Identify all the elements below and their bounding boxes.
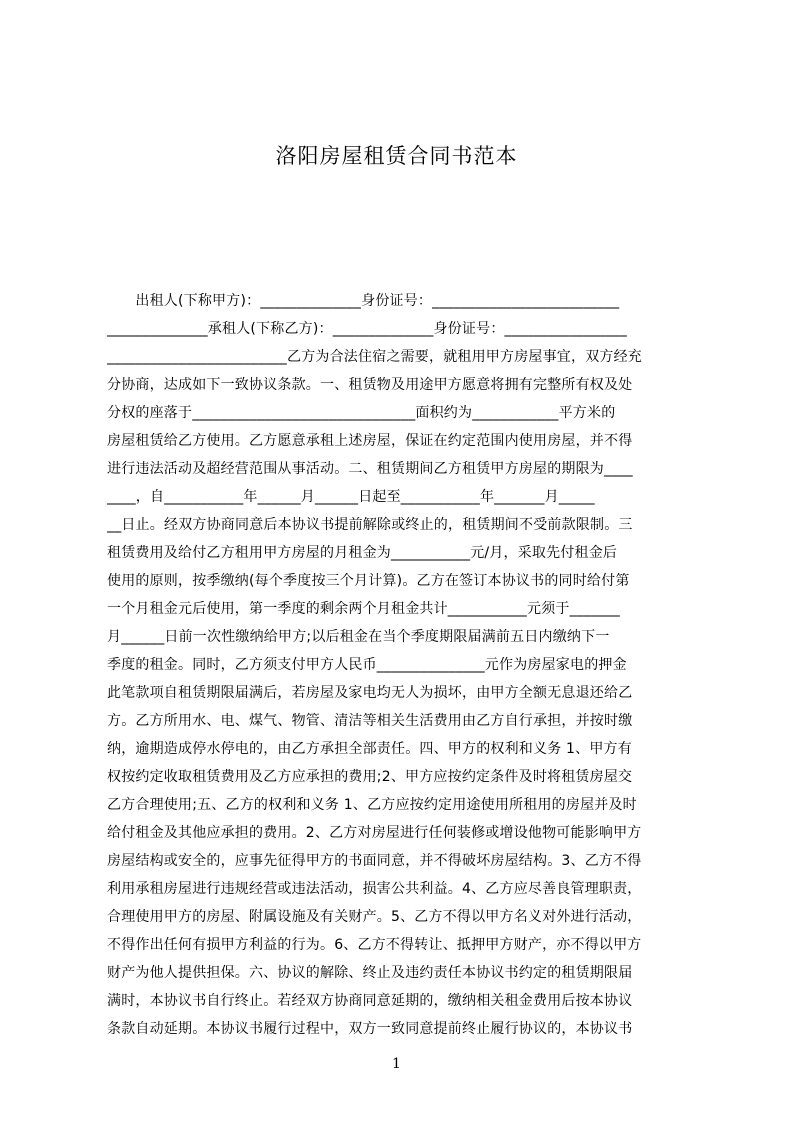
body-line: 进行违法活动及超经营范围从事活动。二、租赁期间乙方租赁甲方房屋的期限为____	[107, 461, 633, 477]
contract-body	[107, 287, 697, 1043]
body-line: 乙方合理使用;五、乙方的权利和义务 1、乙方应按约定用途使用所租用的房屋并及时	[107, 797, 637, 813]
body-line: 此笔款项自租赁期限届满后，若房屋及家电均无人为损坏，由甲方全额无息退还给乙	[107, 685, 633, 701]
body-line: 条款自动延期。本协议书履行过程中，双方一致同意提前终止履行协议的，本协议书	[107, 1021, 633, 1037]
body-line: 使用的原则，按季缴纳(每个季度按三个月计算)。乙方在签订本协议书的同时给付第	[107, 573, 630, 589]
body-line: 合理使用甲方的房屋、附属设施及有关财产。5、乙方不得以甲方名义对外进行活动，	[107, 909, 642, 925]
body-line: ____，自___________年______月______日起至___________年_______月_____	[107, 489, 595, 505]
body-line: 方。乙方所用水、电、煤气、物管、清洁等相关生活费用由乙方自行承担，并按时缴	[107, 713, 633, 729]
body-line: 季度的租金。同时，乙方须支付甲方人民币_______________元作为房屋家电的押金	[107, 657, 627, 673]
body-line: 不得作出任何有损甲方利益的行为。6、乙方不得转让、抵押甲方财产，亦不得以甲方	[107, 937, 642, 953]
page-number: 1	[392, 1056, 401, 1072]
body-line: 纳，逾期造成停水停电的，由乙方承担全部责任。四、甲方的权利和义务 1、甲方有	[107, 741, 632, 757]
body-line: 分权的座落于_______________________________面积约为____________平方米的	[107, 405, 616, 421]
body-line: 利用承租房屋进行违规经营或违法活动，损害公共利益。4、乙方应尽善良管理职责，	[107, 881, 642, 897]
document-title: 洛阳房屋租赁合同书范本	[275, 144, 518, 168]
body-line: 一个月租金元后使用，第一季度的剩余两个月租金共计___________元须于_______	[107, 601, 620, 617]
body-line: 分协商，达成如下一致协议条款。一、租赁物及用途甲方愿意将拥有完整所有权及处	[107, 377, 633, 393]
body-line: 房屋结构或安全的，应事先征得甲方的书面同意，并不得破坏房屋结构。3、乙方不得	[107, 853, 642, 869]
body-line: 出租人(下称甲方)：______________身份证号：__________________________	[107, 293, 620, 309]
body-line: 月______日前一次性缴纳给甲方;以后租金在当个季度期限届满前五日内缴纳下一	[107, 629, 610, 645]
body-line: _________________________乙方为合法住宿之需要，就租用甲方房屋事宜，双方经充	[107, 349, 642, 365]
body-line: ______________承租人(下称乙方)：______________身份证号：_________________	[107, 321, 627, 337]
body-line: __日止。经双方协商同意后本协议书提前解除或终止的，租赁期间不受前款限制。三	[107, 517, 633, 533]
body-line: 财产为他人提供担保。六、协议的解除、终止及违约责任本协议书约定的租赁期限届	[107, 965, 633, 981]
body-line: 房屋租赁给乙方使用。乙方愿意承租上述房屋，保证在约定范围内使用房屋，并不得	[107, 433, 633, 449]
body-line: 权按约定收取租赁费用及乙方应承担的费用;2、甲方应按约定条件及时将租赁房屋交	[107, 769, 633, 785]
body-line: 给付租金及其他应承担的费用。2、乙方对房屋进行任何装修或增设他物可能影响甲方	[107, 825, 642, 841]
body-line: 租赁费用及给付乙方租用甲方房屋的月租金为___________元/月，采取先付租金后	[107, 545, 618, 561]
body-line: 满时，本协议书自行终止。若经双方协商同意延期的，缴纳相关租金费用后按本协议	[107, 993, 633, 1009]
